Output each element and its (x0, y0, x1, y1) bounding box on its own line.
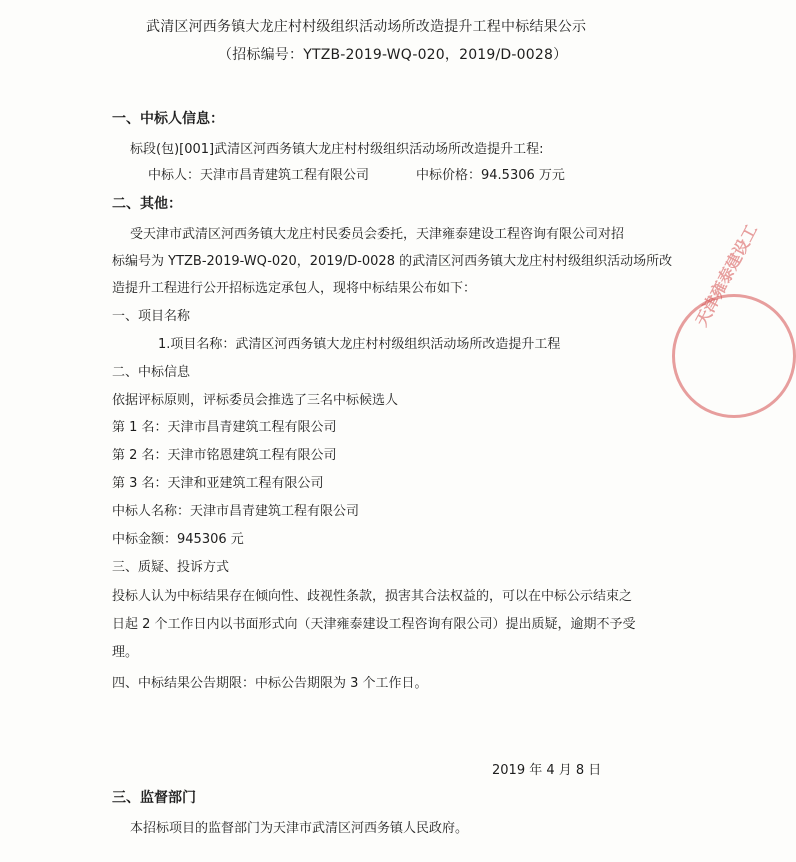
item2-heading: 二、中标信息 (112, 365, 191, 380)
lot-line: 标段(包)[001]武清区河西务镇大龙庄村村级组织活动场所改造提升工程: (130, 142, 544, 157)
winner-amount: 中标金额：945306 元 (112, 532, 244, 547)
seal-text: 天津雍泰建设工 (691, 221, 762, 330)
official-seal (672, 221, 796, 418)
candidate-3: 第 3 名：天津和亚建筑工程有限公司 (112, 476, 324, 491)
price-label: 中标价格：94.5306 万元 (416, 168, 565, 183)
objection-line-3: 理。 (112, 645, 139, 660)
candidate-2: 第 2 名：天津市铭恩建筑工程有限公司 (112, 448, 337, 463)
signature-date: 2019 年 4 月 8 日 (492, 763, 602, 778)
winner-label: 中标人：天津市昌青建筑工程有限公司 (148, 168, 370, 183)
evaluation-intro: 依据评标原则，评标委员会推选了三名中标候选人 (112, 393, 399, 408)
supervision-text: 本招标项目的监督部门为天津市武清区河西务镇人民政府。 (130, 821, 469, 836)
section1-heading: 一、中标人信息： (112, 111, 224, 127)
item3-heading: 三、质疑、投诉方式 (112, 560, 230, 575)
document-title: 武清区河西务镇大龙庄村村级组织活动场所改造提升工程中标结果公示 (146, 19, 587, 35)
objection-line-2: 日起 2 个工作日内以书面形式向（天津雍泰建设工程咨询有限公司）提出质疑，逾期不予受 (112, 617, 636, 632)
item4-line: 四、中标结果公告期限：中标公告期限为 3 个工作日。 (112, 676, 428, 691)
intro-line-2: 标编号为 YTZB-2019-WQ-020，2019/D-0028 的武清区河西务镇大龙庄村村级组织活动场所改 (112, 254, 673, 269)
section2-heading: 二、其他： (112, 196, 182, 212)
section3-heading: 三、监督部门 (112, 790, 196, 806)
intro-line-1: 受天津市武清区河西务镇大龙庄村民委员会委托，天津雍泰建设工程咨询有限公司对招 (130, 227, 625, 242)
winner-name: 中标人名称：天津市昌青建筑工程有限公司 (112, 504, 360, 519)
candidate-1: 第 1 名：天津市昌青建筑工程有限公司 (112, 420, 337, 435)
tender-number: （招标编号：YTZB-2019-WQ-020，2019/D-0028） (218, 47, 568, 63)
project-name: 1.项目名称：武清区河西务镇大龙庄村村级组织活动场所改造提升工程 (158, 337, 561, 352)
objection-line-1: 投标人认为中标结果存在倾向性、歧视性条款，损害其合法权益的，可以在中标公示结束之 (112, 589, 633, 604)
item1-heading: 一、项目名称 (112, 309, 191, 324)
intro-line-3: 造提升工程进行公开招标选定承包人，现将中标结果公布如下： (112, 281, 477, 296)
